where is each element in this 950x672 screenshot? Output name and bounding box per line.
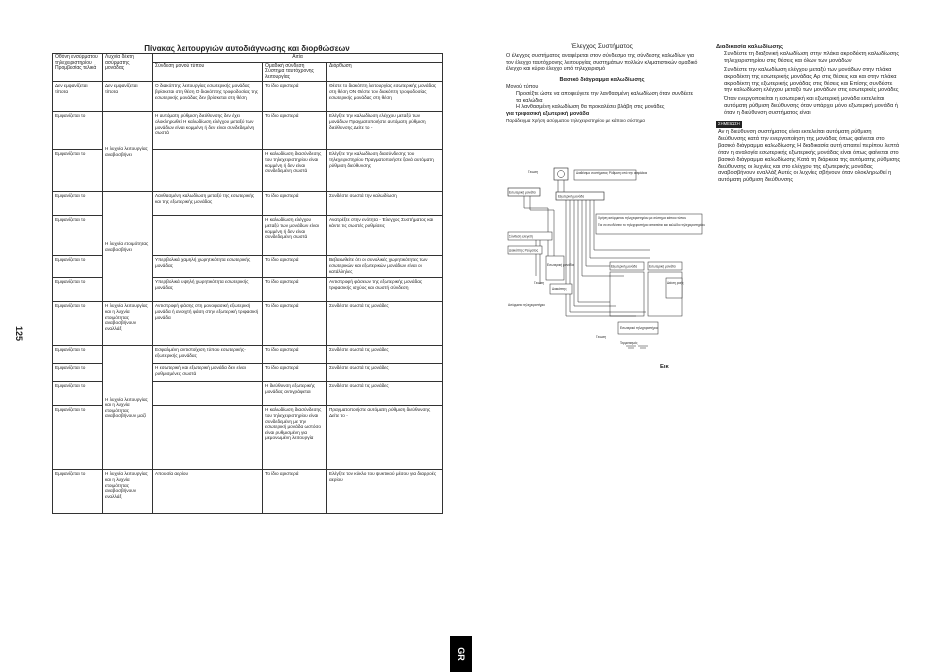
cell-single <box>153 406 263 470</box>
intro-text: Ο έλεγχος συστήματος αναφέρεται στον σύνδεσμο της σύνδεσης καλωδίων για τον έλεγχο ταυτόχρονης λειτουργίας συστημάτων πολλών κλιματιστικών ομαδικό έλεγχο και κύριο έλεγχο υπό τηλεχειρισμό <box>506 52 698 73</box>
cell-single: Υπερβολικά υψηλή χωρητικότητα εσωτερικής μονάδας <box>153 278 263 302</box>
cell-display: Εμφανίζεται το <box>53 192 103 216</box>
note-badge: ΣΗΜΕΙΩΣΗ <box>718 121 740 127</box>
label-extra: Δείκτη ροής <box>667 281 684 285</box>
label-power-switch: Διακόπτης Ρεύματος <box>509 248 539 253</box>
diagnosis-table <box>52 53 443 514</box>
cell-light: Η λυχνία λειτουργίας και η λυχνία ετοιμότητας αναβοσβήνουν εναλλάξ <box>103 470 153 514</box>
cell-single: Η εσωτερική και εξωτερική μονάδα δεν είναι ρυθμισμένες σωστά <box>153 364 263 382</box>
label-note-box: Χρήση ασύρματου τηλεχειριστηρίου με σύστημα κάποιο τύπου <box>598 216 687 220</box>
cell-single: Λανθασμένη καλωδίωση μεταξύ της εσωτερικής και της εξωτερικής μονάδας <box>153 192 263 216</box>
table-header-row-1 <box>53 54 443 63</box>
wiring-procedure-section <box>716 44 901 186</box>
cell-single <box>153 382 263 406</box>
system-control-section <box>506 44 698 125</box>
header-display: Οθόνη ενσύρματου τηλεχειριστηρίου Προμβεσίας τελικά <box>53 54 103 82</box>
cell-fix: Βεβαιωθείτε ότι οι συνολικές χωρητικότητες των εσωτερικών και εξωτερικών μονάδων είναι οι κατάλληλες <box>327 256 443 278</box>
cell-group: Το ίδιο αριστερά <box>263 82 327 112</box>
cell-fix: Ελέγξτε τον κύκλο του ψυκτικού μέσου για διαρροές αερίου <box>327 470 443 514</box>
cell-group: Η καλωδίωση διασύνδεσης του τηλεχειριστηρίου είναι κομμένη ή δεν είναι συνδεδεμένη σωστά <box>263 150 327 192</box>
note-1: Προσέξτε ώστε να αποφεύγετε την λανθασμένη καλωδίωση όταν συνδέετε τα καλώδια <box>516 90 694 104</box>
cell-group: Η διεύθυνση εξωτερικής μονάδας αντιγράφεται <box>263 382 327 406</box>
label-outdoor: Εξωτερική μονάδα <box>611 264 638 269</box>
cell-single: Ο διακόπτης λειτουργίας εσωτερικής μονάδας βρίσκεται στη θέση Ο διακόπτης τροφοδοσίας της εσωτερικής μονάδας δεν βρίσκεται στη θέση <box>153 82 263 112</box>
cell-group: Η καλωδίωση διασύνδεσης του τηλεχειριστηρίου είναι συνδεδεμένη με την εσωτερική μονάδα ωστόσο είναι ρυθμισμένη για μεμονωμένη λειτουργία <box>263 406 327 470</box>
label-note-box-2: Για να συνδέσετε το τηλεχειριστήριο απαιτείται και καλώδιο τηλεχειριστηρίου <box>598 223 705 227</box>
language-tab <box>450 636 472 672</box>
procedure-title: Διαδικασία καλωδίωσης <box>716 44 784 50</box>
cell-fix: Συνδέστε σωστά τις μονάδες <box>327 364 443 382</box>
label-term: Τερματισμός <box>620 341 638 345</box>
label-indoor-1: Εσωτερική μονάδα <box>509 190 536 195</box>
cell-light: Η λυχνία ετοιμότητας αναβοσβήνει <box>103 192 153 302</box>
cell-display: Εμφανίζεται το <box>53 406 103 470</box>
figure-label: Εικ <box>660 364 669 370</box>
example-label: Παράδειγμα Χρήση ασύρματου τηλεχειριστηρίου με κάποιο σύστημα <box>506 117 645 123</box>
cell-light: Δεν εμφανίζεται τίποτα <box>103 82 153 112</box>
cell-fix: Πραγματοποιήστε αυτόματη ρύθμιση διεύθυνσης Δείτε το - <box>327 406 443 470</box>
cell-display: Εμφανίζεται το <box>53 256 103 278</box>
cell-display: Εμφανίζεται το <box>53 382 103 406</box>
cell-light: Η λυχνία λειτουργίας και η λυχνία ετοιμότητας αναβοσβήνουν μαζί <box>103 346 153 470</box>
cell-single <box>153 216 263 256</box>
cell-display: Εμφανίζεται το <box>53 302 103 346</box>
label-remote: Γειωση <box>528 170 539 174</box>
label-wall-remote: Σύνδεση ελεγκτή <box>509 234 533 239</box>
header-group: Ομαδική σύνδεση Σύστημα ταυτόχρονης λειτουργίας <box>263 62 327 82</box>
cell-fix: Συνδέστε σωστά την καλωδίωση <box>327 192 443 216</box>
procedure-step-2: Συνδέστε την καλωδίωση ελέγχου μεταξύ των μονάδων στην πλάκα ακροδέκτη της εσωτερικής μονάδας Αρ στις θέσεις και και στην πλάκα ακροδέκτη της εξωτερικής μονάδας στις θέσεις και Επίσης συνδέστε την καλωδίωση ελέγχου μεταξύ των μονάδων στις εσωτερικές μονάδες <box>724 66 899 94</box>
label-ground2: Γειωση <box>596 335 607 339</box>
table-row <box>53 192 443 216</box>
cell-fix: Συνδέστε σωστά τις μονάδες <box>327 302 443 346</box>
table-row <box>53 302 443 346</box>
label-group-ctl: Εσωτερικό τηλεχειριστήριο <box>620 326 658 330</box>
table-row <box>53 112 443 150</box>
cell-fix: Ελέγξτε την καλωδίωση ελέγχου μεταξύ των μονάδων Πραγματοποιήστε αυτόματη ρύθμιση διεύθυνσης Δείτε το - <box>327 112 443 150</box>
cell-fix: Θέστε το διακόπτη λειτουργίας εσωτερικής μονάδας στη θέση ON Θέστε τον διακόπτη τροφοδοσίας εσωτερικής μονάδας στη θέση <box>327 82 443 112</box>
table-row <box>53 346 443 364</box>
cell-single: Αντιστροφή φάσης στη μονοφασική εξωτερική μονάδα ή ανοιχτή φάση στην εξωτερική τριφασική μονάδα <box>153 302 263 346</box>
cell-single <box>153 150 263 192</box>
page-number: 125 <box>14 326 24 342</box>
header-fix: Διόρθωση <box>327 62 443 82</box>
ground-symbols <box>626 346 648 348</box>
procedure-note: Αν η διεύθυνση συστήματος είναι εκτελείται αυτόματη ρύθμιση διεύθυνσης κατά την ενεργοποίηση της μονάδας όπως φαίνεται στο βασικό διάγραμμα καλωδίωσης Η διαδικασία αυτή απαιτεί περίπου λεπτά όταν η αναλογία εσωτερικής εξωτερικής μονάδας είναι όπως φαίνεται στο βασικό διάγραμμα καλωδίωσης Κατά τη διάρκεια της αυτόματης ρύθμισης διεύθυνσης οι λυχνίες και στο ελέγχου της εξωτερικής μονάδας αναβοσβήνουν εναλλάξ Αυτές οι λυχνίες σβήνουν όταν ολοκληρωθεί η αυτόματη ρύθμιση διεύθυνσης <box>718 128 901 184</box>
cell-fix: Ελέγξτε την καλωδίωση διασύνδεσης του τηλεχειριστηρίου Πραγματοποιήστε ξανά αυτόματη ρύθμιση διεύθυνσης <box>327 150 443 192</box>
label-earth: Γειωση <box>534 281 545 285</box>
three-phase-label: για τριφασική εξωτερική μονάδα <box>506 111 590 118</box>
cell-group: Το ίδιο αριστερά <box>263 364 327 382</box>
label-switch: Διακόπτης <box>552 287 567 291</box>
remote-box <box>554 168 568 180</box>
note-2: Η λανθασμένη καλωδίωση θα προκαλέσει βλάβη στις μονάδες <box>516 104 665 111</box>
cell-single: Απουσία αερίου <box>153 470 263 514</box>
cell-light: Η λυχνία λειτουργίας και η λυχνία ετοιμότητας αναβοσβήνουν εναλλάξ <box>103 302 153 346</box>
cell-fix: Ανατρέξτε στην ενότητα - Έλεγχος Συστήματος και κάντε τις σωστές ρυθμίσεις <box>327 216 443 256</box>
cell-single: Εσφαλμένη αντιστοίχιση τύπου εσωτερικής-εξωτερικής μονάδας <box>153 346 263 364</box>
label-wireless: Ασύρματο τηλεχειριστήριο <box>508 303 545 307</box>
cell-group: Το ίδιο αριστερά <box>263 256 327 278</box>
control-wires <box>524 180 650 316</box>
cell-display: Δεν εμφανίζεται τίποτα <box>53 82 103 112</box>
cell-display: Εμφανίζεται το <box>53 346 103 364</box>
section-title: Έλεγχος Συστήματος <box>571 43 633 50</box>
cell-fix: Συνδέστε σωστά τις μονάδες <box>327 346 443 364</box>
cell-group: Το ίδιο αριστερά <box>263 112 327 150</box>
table-row <box>53 470 443 514</box>
procedure-step-1: Συνδέστε τη διαξονική καλωδίωση στην πλάκα ακροδέκτη καλωδίωσης τηλεχειριστηρίου στις θέσεις και όλων των μονάδων <box>724 50 900 64</box>
cell-single: Η αυτόματη ρύθμιση διεύθυνσης δεν έχει ολοκληρωθεί Η καλωδίωση ελέγχου μεταξύ των μονάδων είναι κομμένη ή δεν είναι συνδεδεμένη σωστά <box>153 112 263 150</box>
cell-group: Το ίδιο αριστερά <box>263 302 327 346</box>
cell-group: Το ίδιο αριστερά <box>263 346 327 364</box>
cell-display: Εμφανίζεται το <box>53 470 103 514</box>
cell-display: Εμφανίζεται το <box>53 112 103 150</box>
wiring-title: Βασικό διάγραμμα καλωδίωσης <box>559 77 645 84</box>
cell-fix: Συνδέστε σωστά τις μονάδες <box>327 382 443 406</box>
table-title: Πίνακας λειτουργιών αυτοδιάγνωσης και διορθώσεων <box>144 44 350 53</box>
label-outdoor2: Εσωτερική μονάδα <box>547 263 574 267</box>
header-cause: Αιτία <box>153 54 443 63</box>
header-light: Λυχνία δέκτη ασύρματης μονάδας <box>103 54 153 82</box>
cell-group: Το ίδιο αριστερά <box>263 470 327 514</box>
header-single: Σύνδεση μονού τύπου <box>153 62 263 82</box>
label-outdoor-2: Εσωτερική μονάδα <box>649 264 676 269</box>
cell-group: Η καλωδίωση ελέγχου μεταξύ των μονάδων είναι κομμένη ή δεν είναι συνδεδεμένη σωστά <box>263 216 327 256</box>
procedure-step-3: Όταν ενεργοποιείται η εσωτερική και εξωτερική μονάδα εκτελείται αυτόματη ρύθμιση διεύθυνσης όταν υπάρχει μόνο εξωτερική μονάδα ή όταν η διεύθυνση συστήματος είναι <box>724 96 898 117</box>
single-type-label: Μονού τύπου <box>506 83 539 90</box>
indoor-unit-small <box>546 256 564 280</box>
cell-group: Το ίδιο αριστερά <box>263 278 327 302</box>
cell-display: Εμφανίζεται το <box>53 150 103 192</box>
cell-single: Υπερβολικά χαμηλή χωρητικότητα εσωτερικής μονάδας <box>153 256 263 278</box>
cell-display: Εμφανίζεται το <box>53 278 103 302</box>
label-indoor-2: Εξωτερική μονάδα <box>558 194 585 199</box>
outdoor-unit-frame <box>610 272 644 316</box>
wiring-diagram <box>506 166 706 366</box>
language-tab-label: GR <box>456 647 466 661</box>
cell-group: Το ίδιο αριστερά <box>263 192 327 216</box>
cell-display: Εμφανίζεται το <box>53 216 103 256</box>
cell-light: Η λυχνία λειτουργίας αναβοσβήνει <box>103 112 153 192</box>
table-row <box>53 82 443 112</box>
label-box1: Διαθέσιμο συστήματος Ρύθμιση από την ασφάλεια <box>576 171 648 175</box>
cell-fix: Αντιστροφή φάσεων της εξωτερικής μονάδας τριφασικής ισχύος και σωστή σύνδεση <box>327 278 443 302</box>
cell-display: Εμφανίζεται το <box>53 364 103 382</box>
